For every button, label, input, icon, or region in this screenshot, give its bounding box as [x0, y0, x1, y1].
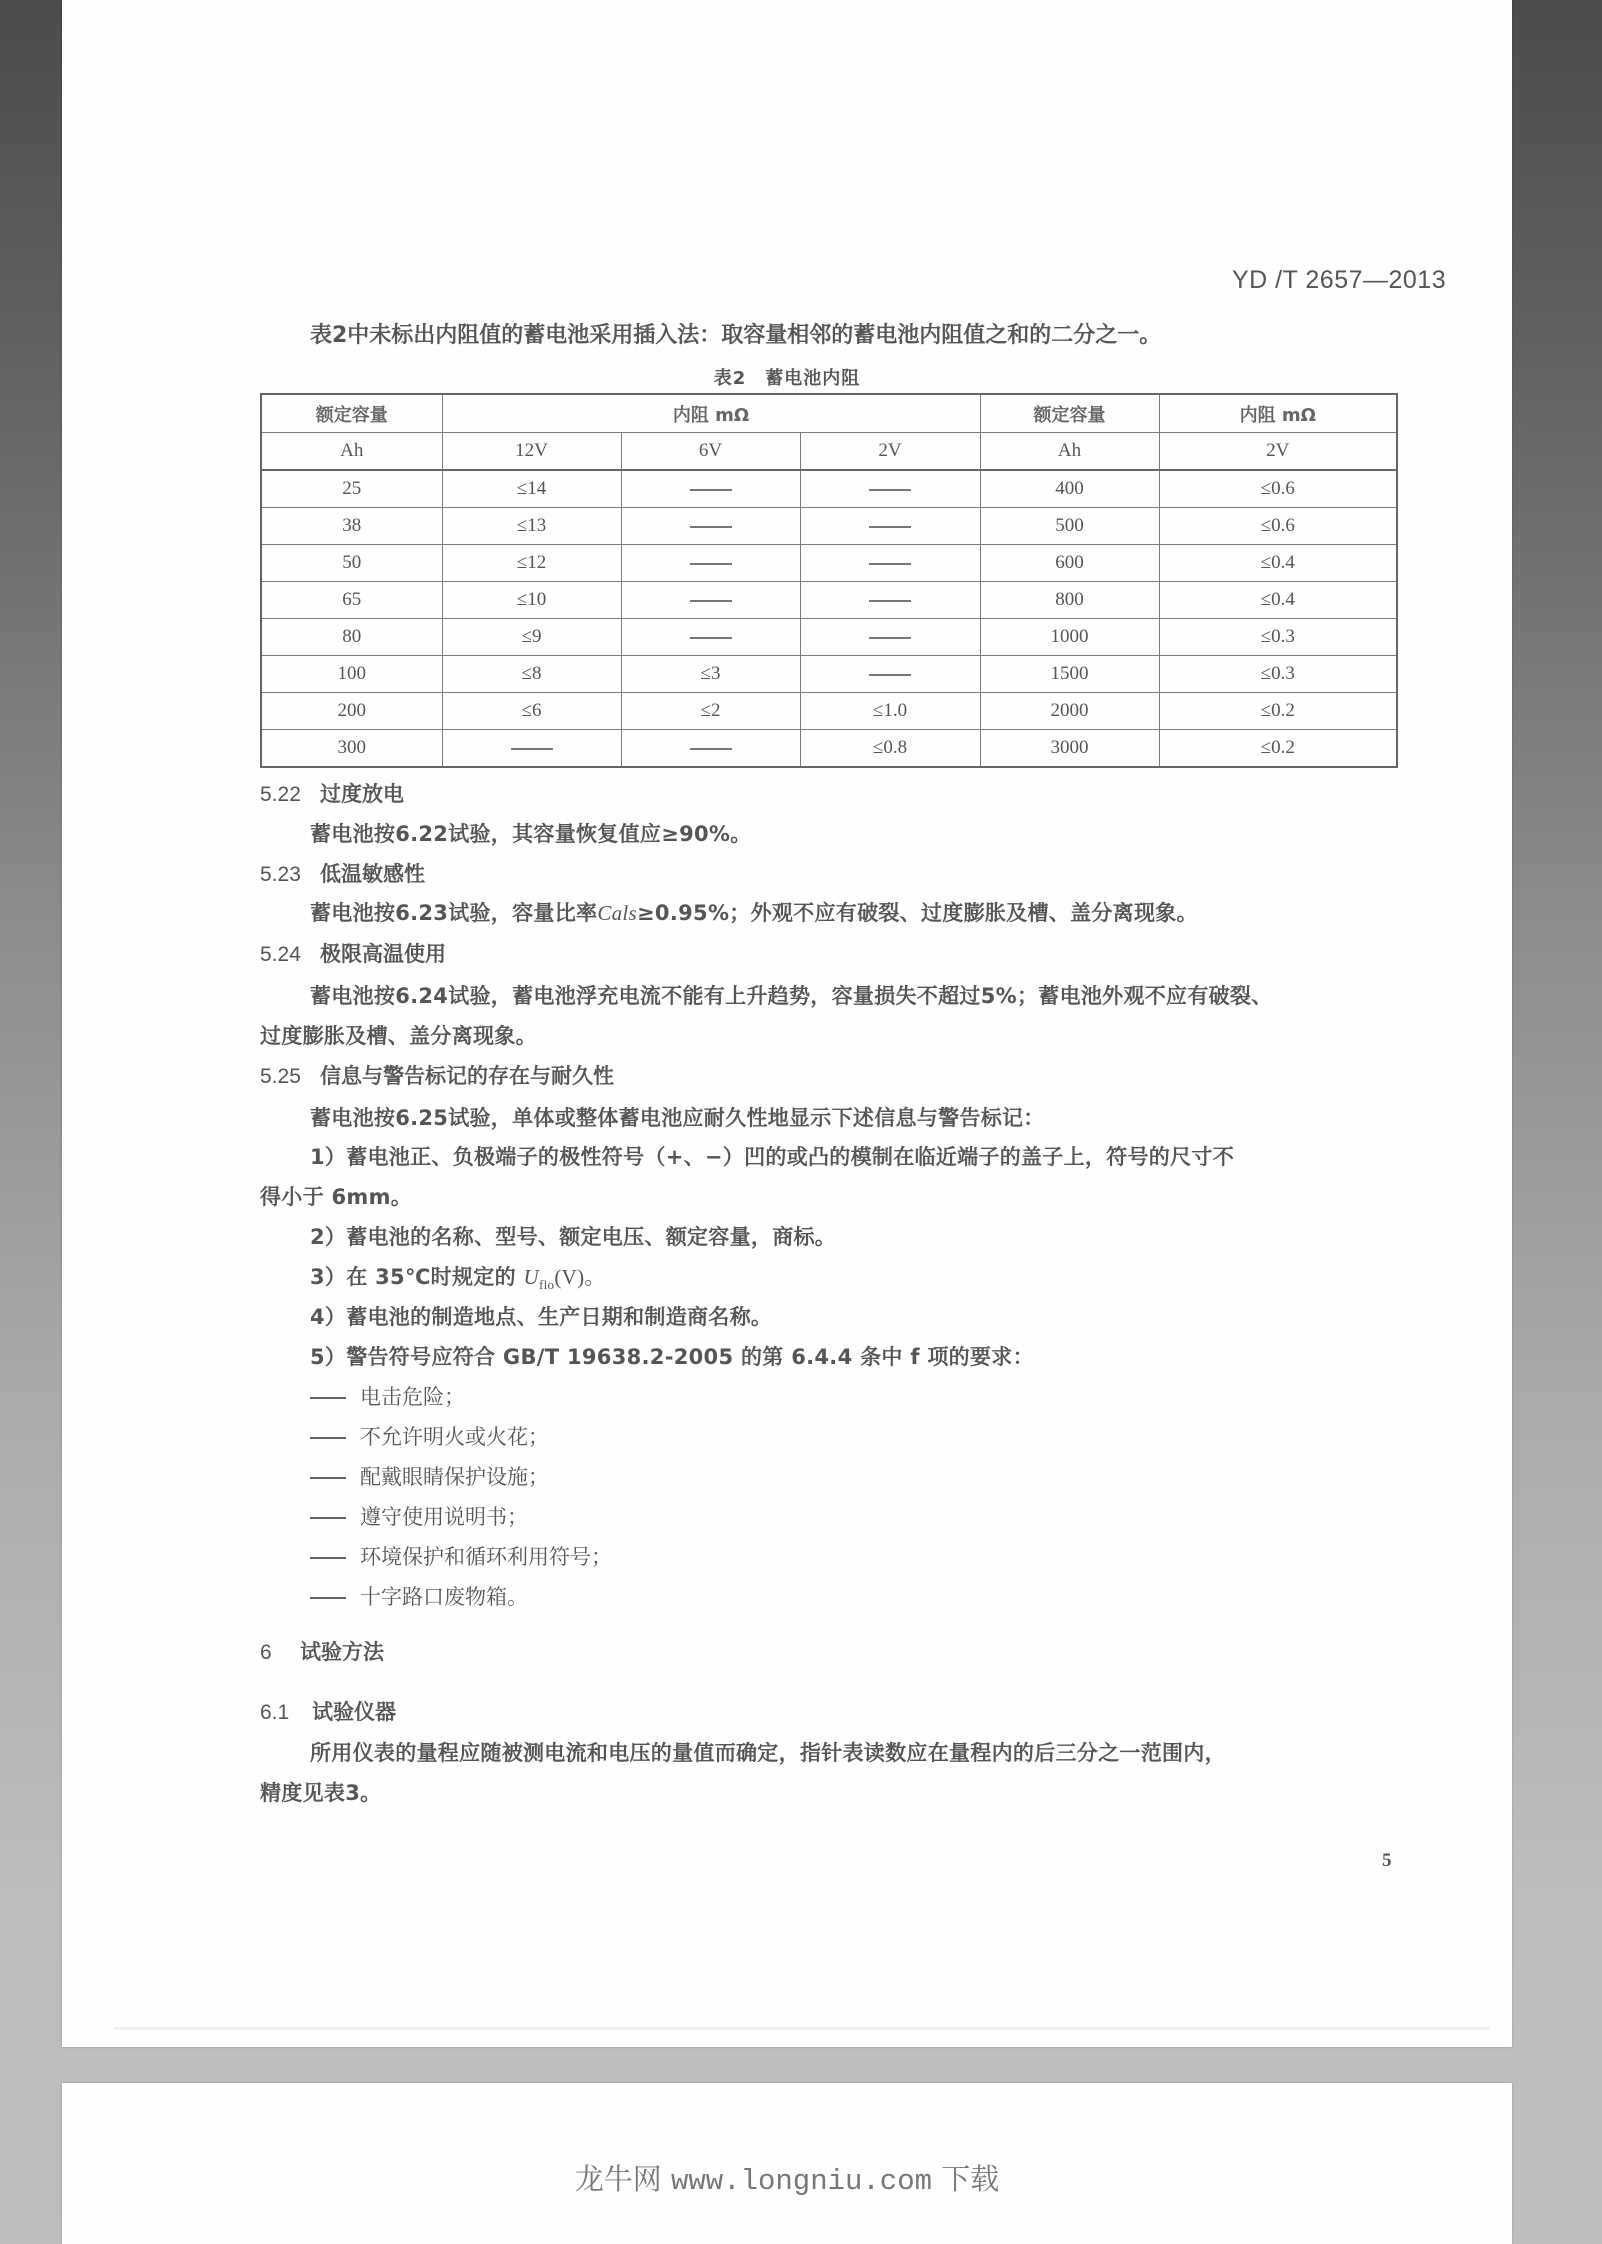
- empty-cell-dash: [621, 619, 800, 656]
- cell: ≤0.8: [800, 730, 980, 768]
- dash-bullet: [310, 1437, 346, 1439]
- warning-item: [310, 1501, 528, 1531]
- cell: 800: [980, 582, 1159, 619]
- dash-icon: [869, 600, 911, 602]
- table-row: [261, 619, 1397, 656]
- dash-icon: [690, 563, 732, 565]
- section-title: 试验方法: [300, 1640, 384, 1664]
- cell: ≤0.2: [1159, 730, 1397, 768]
- variable-u: U: [523, 1265, 539, 1289]
- warning-text: 环境保护和循环利用符号；: [360, 1545, 612, 1569]
- table-body: [261, 470, 1397, 767]
- watermark-url: www.longniu.com: [670, 2165, 933, 2198]
- cell: 3000: [980, 730, 1159, 768]
- warning-text: 电击危险；: [360, 1385, 465, 1409]
- empty-cell-dash: [621, 470, 800, 508]
- table-row: [261, 656, 1397, 693]
- cell: ≤0.3: [1159, 619, 1397, 656]
- section-heading-5-25: [260, 1060, 614, 1090]
- cell: 500: [980, 508, 1159, 545]
- item-1-line2: 得小于 6mm。: [260, 1185, 413, 1209]
- cell: ≤14: [442, 470, 621, 508]
- text: 3）在 35℃时规定的: [310, 1265, 524, 1289]
- section-heading-6-1: [260, 1696, 396, 1726]
- empty-cell-dash: [621, 545, 800, 582]
- header-2v-2: 2V: [1159, 433, 1397, 471]
- empty-cell-dash: [800, 656, 980, 693]
- dash-icon: [869, 489, 911, 491]
- table-row: [261, 470, 1397, 508]
- subscript-flo: flo: [538, 1277, 555, 1293]
- cell: ≤2: [621, 693, 800, 730]
- empty-cell-dash: [621, 508, 800, 545]
- cell: ≤6: [442, 693, 621, 730]
- section-heading-5-22: [260, 778, 404, 808]
- cell: ≤0.4: [1159, 582, 1397, 619]
- variable-cals: Cals: [597, 901, 638, 925]
- table-note: 表2中未标出内阻值的蓄电池采用插入法：取容量相邻的蓄电池内阻值之和的二分之一。: [310, 323, 1162, 348]
- section-title: 过度放电: [320, 782, 404, 806]
- header-unit-ah: Ah: [261, 433, 442, 471]
- section-heading-6: [260, 1636, 384, 1666]
- header-resistance-2: 内阻 mΩ: [1159, 394, 1397, 433]
- dash-icon: [511, 748, 553, 750]
- warning-text: 配戴眼睛保护设施；: [360, 1465, 549, 1489]
- warning-item: [310, 1541, 612, 1571]
- dash-icon: [869, 526, 911, 528]
- header-resistance: 内阻 mΩ: [442, 394, 980, 433]
- text: (V)。: [554, 1265, 606, 1289]
- header-capacity-2: 额定容量: [980, 394, 1159, 433]
- warning-item: [310, 1581, 528, 1611]
- dash-icon: [690, 748, 732, 750]
- dash-bullet: [310, 1397, 346, 1399]
- section-body-5-24-line1: 蓄电池按6.24试验，蓄电池浮充电流不能有上升趋势，容量损失不超过5%；蓄电池外观不应有破裂、: [310, 984, 1273, 1008]
- cell: 2000: [980, 693, 1159, 730]
- table-header-row-1: [261, 394, 1397, 433]
- cell: ≤8: [442, 656, 621, 693]
- cell: ≤12: [442, 545, 621, 582]
- section-title: 低温敏感性: [320, 862, 425, 886]
- cell: ≤0.2: [1159, 693, 1397, 730]
- item-5: 5）警告符号应符合 GB/T 19638.2-2005 的第 6.4.4 条中 f 项的要求：: [310, 1345, 1034, 1369]
- header-12v: 12V: [442, 433, 621, 471]
- cell: 400: [980, 470, 1159, 508]
- empty-cell-dash: [800, 508, 980, 545]
- dash-bullet: [310, 1517, 346, 1519]
- dash-icon: [690, 600, 732, 602]
- empty-cell-dash: [800, 619, 980, 656]
- header-2v: 2V: [800, 433, 980, 471]
- warning-item: [310, 1421, 549, 1451]
- section-number: 5.23: [260, 863, 301, 886]
- section-heading-5-23: [260, 858, 425, 888]
- warning-text: 不允许明火或火花；: [360, 1425, 549, 1449]
- section-body-5-24-line2: 过度膨胀及槽、盖分离现象。: [260, 1024, 537, 1048]
- empty-cell-dash: [800, 470, 980, 508]
- section-heading-5-24: [260, 938, 446, 968]
- table-title: 表2 蓄电池内阻: [713, 368, 861, 389]
- dash-icon: [869, 637, 911, 639]
- download-watermark: [62, 2157, 1512, 2198]
- cell: ≤10: [442, 582, 621, 619]
- section-number: 6.1: [260, 1701, 290, 1724]
- dash-icon: [869, 674, 911, 676]
- section-title: 信息与警告标记的存在与耐久性: [320, 1064, 614, 1088]
- empty-cell-dash: [621, 730, 800, 768]
- section-body-5-22: 蓄电池按6.22试验，其容量恢复值应≥90%。: [310, 822, 752, 846]
- section-number: 5.24: [260, 943, 301, 966]
- document-page-1: [62, 0, 1512, 2047]
- section-number: 6: [260, 1641, 272, 1664]
- table-header-row-2: [261, 433, 1397, 471]
- cell: 50: [261, 545, 442, 582]
- text: ≥0.95%；外观不应有破裂、过度膨胀及槽、盖分离现象。: [637, 901, 1198, 925]
- item-4: 4）蓄电池的制造地点、生产日期和制造商名称。: [310, 1305, 773, 1329]
- watermark-site-name: 龙牛网: [574, 2162, 662, 2196]
- cell: 38: [261, 508, 442, 545]
- dash-icon: [690, 637, 732, 639]
- empty-cell-dash: [800, 582, 980, 619]
- cell: ≤0.6: [1159, 508, 1397, 545]
- table-row: [261, 508, 1397, 545]
- cell: ≤0.4: [1159, 545, 1397, 582]
- internal-resistance-table: [260, 393, 1398, 768]
- text: 蓄电池按6.23试验，容量比率: [310, 901, 598, 925]
- cell: ≤1.0: [800, 693, 980, 730]
- dash-icon: [869, 563, 911, 565]
- cell: 80: [261, 619, 442, 656]
- dash-bullet: [310, 1477, 346, 1479]
- cell: 1000: [980, 619, 1159, 656]
- empty-cell-dash: [621, 582, 800, 619]
- cell: 100: [261, 656, 442, 693]
- dash-icon: [690, 489, 732, 491]
- empty-cell-dash: [442, 730, 621, 768]
- item-1-line1: 1）蓄电池正、负极端子的极性符号（+、−）凹的或凸的模制在临近端子的盖子上，符号的尺寸不: [310, 1145, 1234, 1169]
- cell: 600: [980, 545, 1159, 582]
- warning-item: [310, 1461, 549, 1491]
- cell: 65: [261, 582, 442, 619]
- cell: 300: [261, 730, 442, 768]
- warning-item: [310, 1381, 465, 1411]
- header-6v: 6V: [621, 433, 800, 471]
- section-title: 极限高温使用: [320, 942, 446, 966]
- cell: 25: [261, 470, 442, 508]
- section-5-25-intro: 蓄电池按6.25试验，单体或整体蓄电池应耐久性地显示下述信息与警告标记：: [310, 1106, 1045, 1130]
- item-3: [310, 1261, 606, 1293]
- warning-text: 遵守使用说明书；: [360, 1505, 528, 1529]
- item-2: 2）蓄电池的名称、型号、额定电压、额定容量，商标。: [310, 1225, 837, 1249]
- cell: ≤13: [442, 508, 621, 545]
- section-body-6-1-line1: 所用仪表的量程应随被测电流和电压的量值而确定，指针表读数应在量程内的后三分之一范围内，: [310, 1741, 1226, 1765]
- table-row: [261, 693, 1397, 730]
- section-body-5-23: [310, 897, 1198, 927]
- standard-number: YD /T 2657—2013: [1232, 266, 1447, 294]
- cell: ≤9: [442, 619, 621, 656]
- warning-text: 十字路口废物箱。: [360, 1585, 528, 1609]
- header-capacity: 额定容量: [261, 394, 442, 433]
- cell: ≤3: [621, 656, 800, 693]
- watermark-suffix: 下载: [941, 2162, 1000, 2196]
- section-title: 试验仪器: [312, 1700, 396, 1724]
- section-number: 5.25: [260, 1065, 301, 1088]
- empty-cell-dash: [800, 545, 980, 582]
- page-number: 5: [1382, 1850, 1392, 1871]
- table-row: [261, 582, 1397, 619]
- section-body-6-1-line2: 精度见表3。: [260, 1781, 382, 1805]
- dash-bullet: [310, 1597, 346, 1599]
- table-row: [261, 730, 1397, 768]
- page-bottom-rule: [114, 2027, 1490, 2030]
- dash-icon: [690, 526, 732, 528]
- cell: 1500: [980, 656, 1159, 693]
- dash-bullet: [310, 1557, 346, 1559]
- table-row: [261, 545, 1397, 582]
- cell: ≤0.3: [1159, 656, 1397, 693]
- section-number: 5.22: [260, 783, 301, 806]
- cell: ≤0.6: [1159, 470, 1397, 508]
- header-unit-ah-2: Ah: [980, 433, 1159, 471]
- cell: 200: [261, 693, 442, 730]
